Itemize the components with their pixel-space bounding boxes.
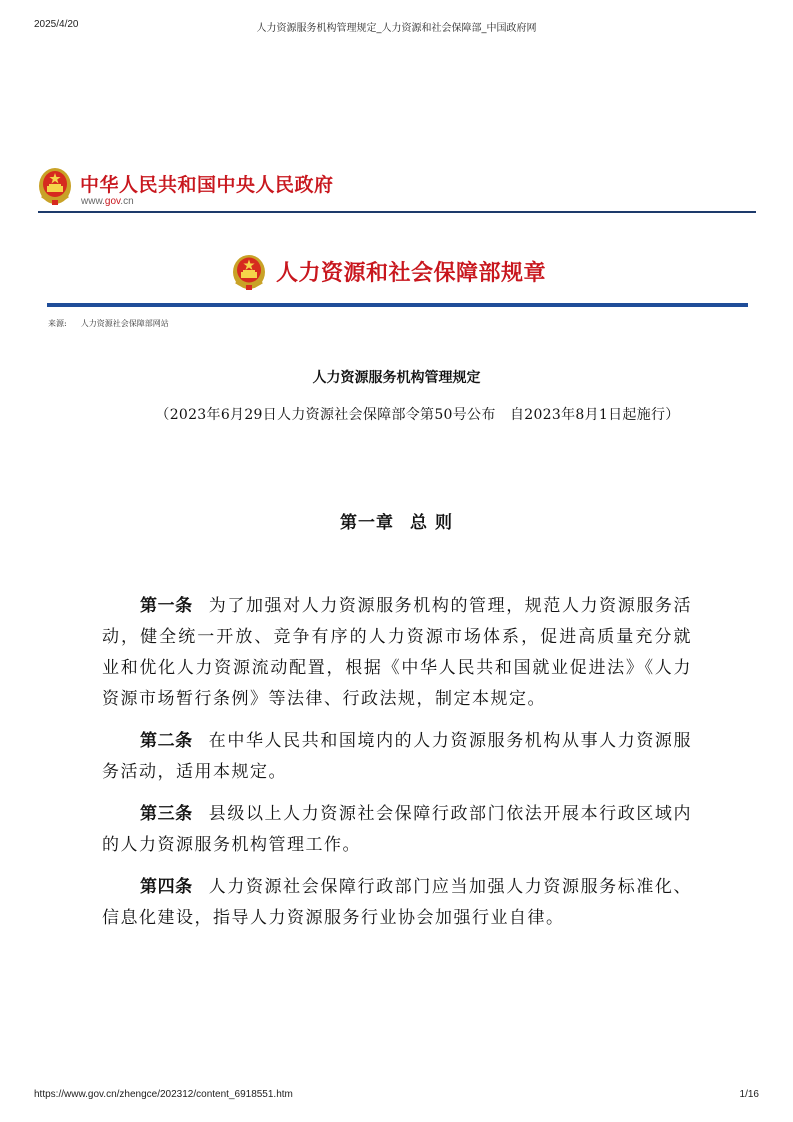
- print-page-title: 人力资源服务机构管理规定_人力资源和社会保障部_中国政府网: [256, 23, 537, 34]
- chapter-number: 第一章: [340, 513, 395, 533]
- source-value: 人力资源社会保障部网站: [80, 319, 169, 328]
- site-header-divider: [38, 211, 756, 213]
- site-title[interactable]: 中华人民共和国中央人民政府: [80, 174, 334, 196]
- article-list: [102, 591, 692, 945]
- chapter-name: 总 则: [410, 513, 453, 533]
- site-url-domain: gov: [104, 196, 121, 207]
- article-number: 第二条: [140, 731, 193, 751]
- article-number: 第一条: [140, 596, 193, 616]
- ministry-banner: [232, 253, 572, 291]
- source-label: 来源:: [48, 319, 67, 328]
- print-header: [0, 19, 793, 33]
- chapter-heading: [0, 508, 793, 533]
- site-url[interactable]: [81, 196, 134, 207]
- document-title: 人力资源服务机构管理规定: [312, 370, 481, 386]
- print-page-number: 1/16: [739, 1089, 759, 1100]
- article: [102, 591, 692, 715]
- print-footer: [0, 1089, 793, 1103]
- site-url-suffix: .cn: [120, 196, 134, 207]
- print-url[interactable]: https://www.gov.cn/zhengce/202312/content_6918551.htm: [34, 1089, 293, 1100]
- national-emblem-icon: [38, 166, 72, 206]
- article: [102, 872, 692, 934]
- article-number: 第三条: [140, 804, 193, 824]
- article: [102, 726, 692, 788]
- site-url-prefix: www.: [81, 196, 105, 207]
- article-text: 为了加强对人力资源服务机构的管理，规范人力资源服务活动，健全统一开放、竞争有序的人力资源市场体系，促进高质量充分就业和优化人力资源流动配置，根据《中华人民共和国就业促进法》《人力资源市场暂行条例》等法律、行政法规，制定本规定。: [102, 596, 693, 709]
- national-emblem-icon: [232, 253, 266, 291]
- article-text: 县级以上人力资源社会保障行政部门依法开展本行政区域内的人力资源服务机构管理工作。: [102, 804, 693, 855]
- article-text: 在中华人民共和国境内的人力资源服务机构从事人力资源服务活动，适用本规定。: [102, 731, 693, 782]
- ministry-divider: [47, 303, 748, 307]
- source-line: [48, 318, 169, 329]
- article-number: 第四条: [140, 877, 193, 897]
- article-text: 人力资源社会保障行政部门应当加强人力资源服务标准化、信息化建设，指导人力资源服务行业协会加强行业自律。: [102, 877, 693, 928]
- document-subtitle: （2023年6月29日人力资源社会保障部令第50号公布 自2023年8月1日起施行）: [155, 407, 680, 423]
- article: [102, 799, 692, 861]
- print-date: 2025/4/20: [34, 19, 79, 30]
- site-header[interactable]: [38, 166, 756, 214]
- ministry-title: 人力资源和社会保障部规章: [276, 260, 547, 286]
